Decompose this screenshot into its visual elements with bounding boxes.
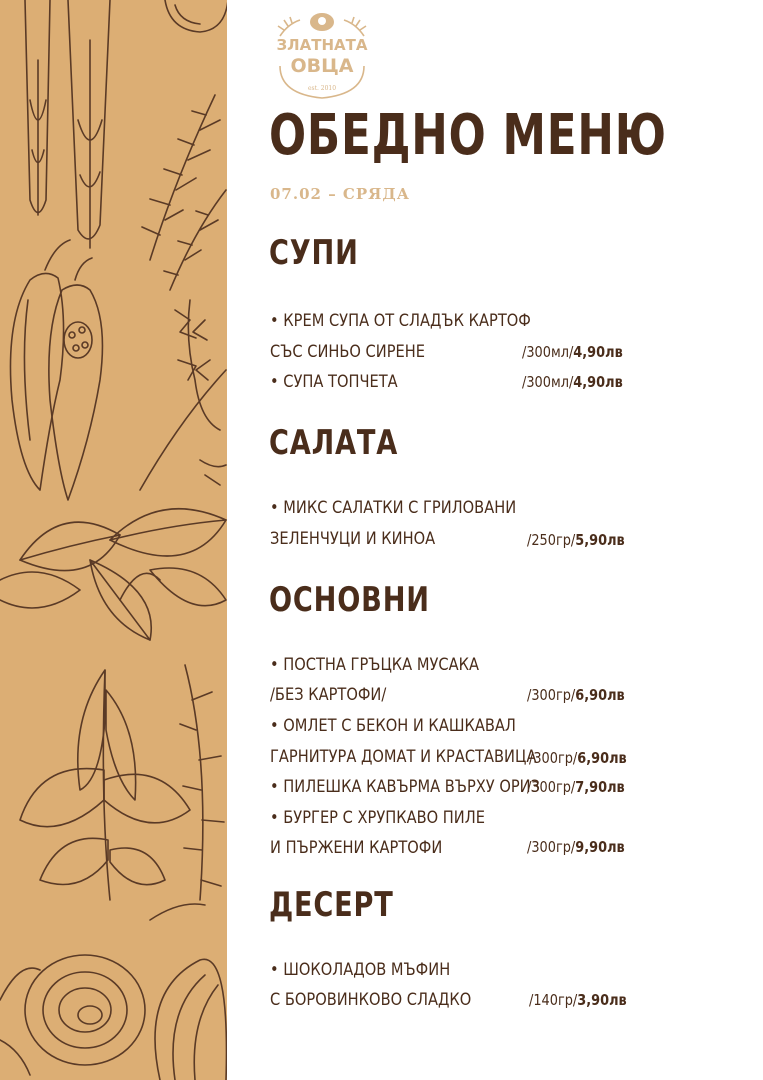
menu-item-line: • МИКС САЛАТКИ С ГРИЛОВАНИ	[270, 498, 517, 518]
menu-item-line: • ПОСТНА ГРЪЦКА МУСАКА	[270, 655, 479, 675]
menu-item-line: • СУПА ТОПЧЕТА	[270, 372, 398, 392]
menu-item-line: • БУРГЕР С ХРУПКАВО ПИЛЕ	[270, 808, 485, 828]
menu-item-line: • ОМЛЕТ С БЕКОН И КАШКАВАЛ	[270, 716, 516, 736]
menu-item-price: /300гр/6,90лв	[527, 686, 625, 704]
sheep-icon	[310, 13, 334, 31]
menu-date: 07.02 – СРЯДА	[270, 185, 410, 203]
menu-item-line: • КРЕМ СУПА ОТ СЛАДЪК КАРТОФ	[270, 311, 531, 331]
menu-item-price: /250гр/5,90лв	[527, 531, 625, 549]
menu-item-price: /300мл/4,90лв	[522, 343, 623, 361]
menu-item-price: /140гр/3,90лв	[529, 991, 627, 1009]
menu-item-line: СЪС СИНЬО СИРЕНЕ	[270, 342, 425, 362]
vegetable-illustration	[0, 0, 227, 1080]
menu-item-line: ЗЕЛЕНЧУЦИ И КИНОА	[270, 529, 436, 549]
menu-item-line: /БЕЗ КАРТОФИ/	[270, 685, 387, 705]
menu-item-line: С БОРОВИНКОВО СЛАДКО	[270, 990, 472, 1010]
menu-item-price: /300гр/6,90лв	[529, 749, 627, 767]
section-title-soups: СУПИ	[269, 233, 359, 273]
menu-item-line: И ПЪРЖЕНИ КАРТОФИ	[270, 838, 443, 858]
menu-item-price: /300гр/7,90лв	[527, 778, 625, 796]
menu-item-line: ГАРНИТУРА ДОМАТ И КРАСТАВИЦА	[270, 747, 537, 767]
menu-item-price: /300гр/9,90лв	[527, 838, 625, 856]
menu-item-price: /300мл/4,90лв	[522, 373, 623, 391]
menu-item-line: • ПИЛЕШКА КАВЪРМА ВЪРХУ ОРИЗ	[270, 777, 540, 797]
brand-established: est. 2010	[307, 85, 337, 92]
menu-item-line: • ШОКОЛАДОВ МЪФИН	[270, 960, 451, 980]
section-title-dessert: ДЕСЕРТ	[269, 885, 394, 925]
vegetable-illustration-panel	[0, 0, 227, 1080]
brand-name-line2: ОВЦА	[290, 55, 354, 77]
brand-logo	[266, 6, 378, 102]
section-title-salad: САЛАТА	[269, 423, 399, 463]
brand-name-line1: ЗЛАТНАТА	[276, 36, 368, 54]
section-title-mains: ОСНОВНИ	[269, 580, 430, 620]
menu-title: ОБЕДНО МЕНЮ	[269, 103, 667, 168]
